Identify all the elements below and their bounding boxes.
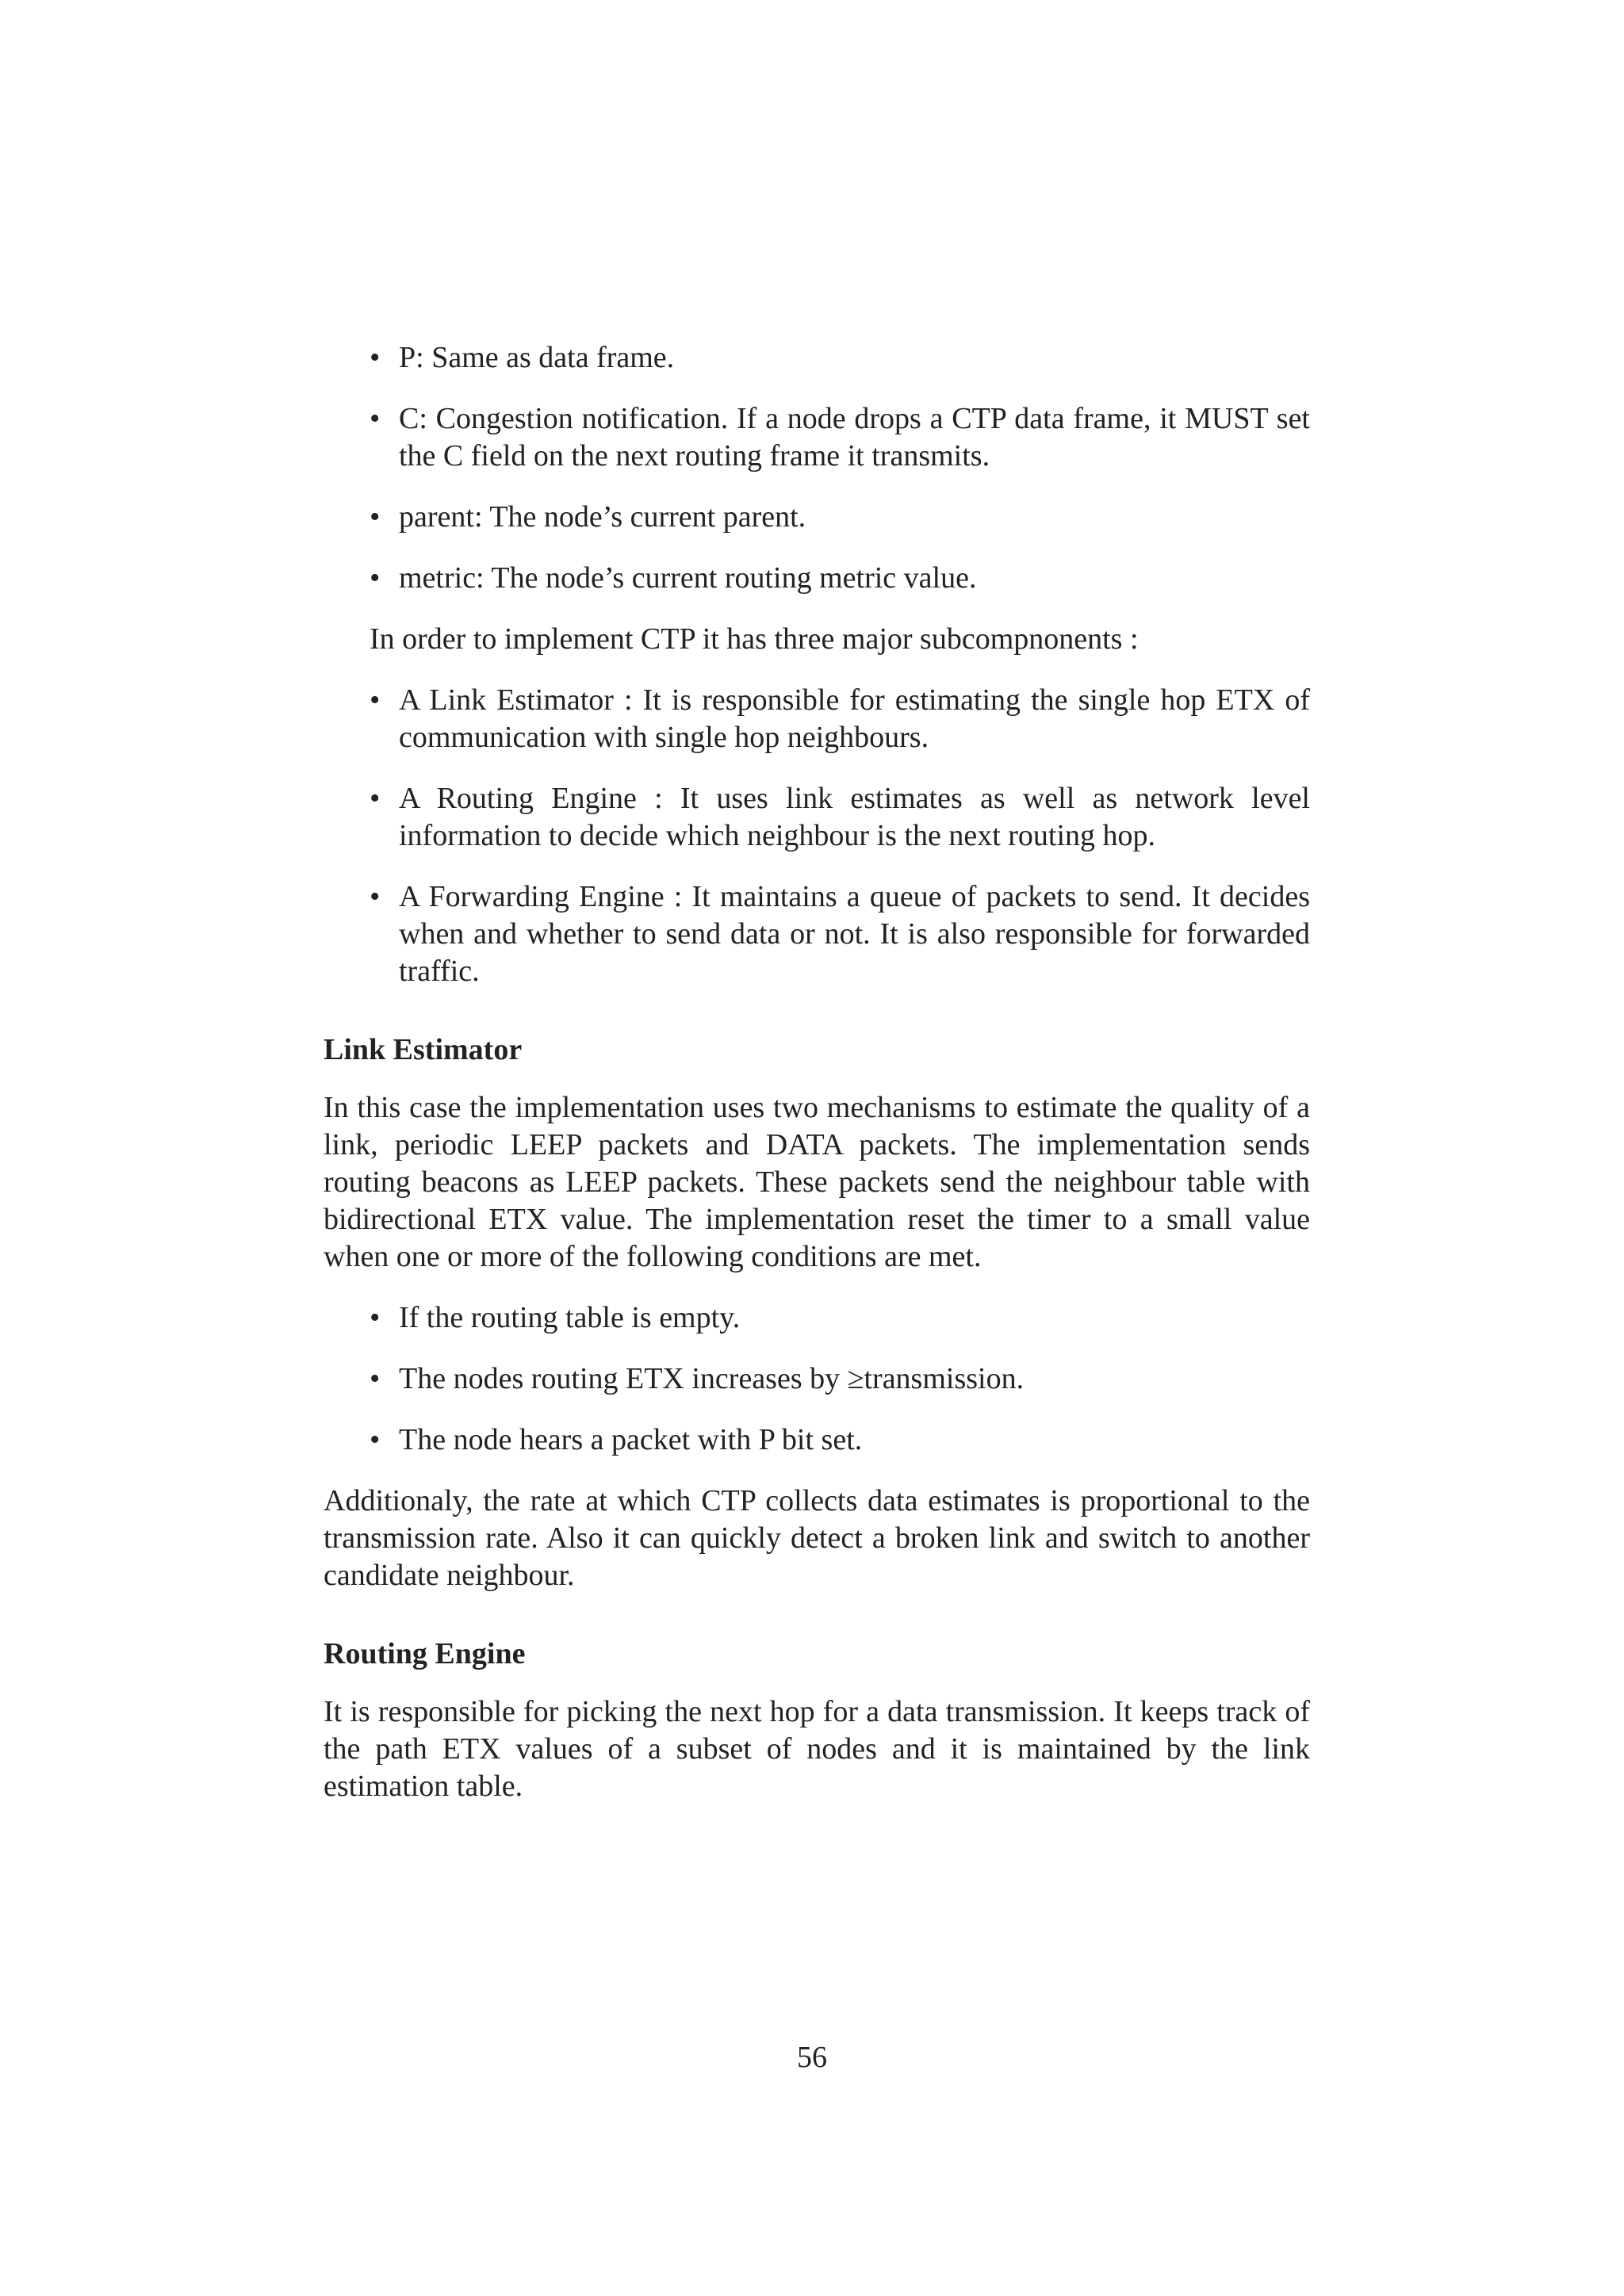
list-item [324,878,1310,990]
bullet: • [370,880,381,913]
component-list [324,682,1310,990]
routing-engine-paragraph: It is responsible for picking the next hop for a data transmission. It keeps track of the path ETX values of a subset of nodes and it is maintained by the link estimation table. [324,1695,1310,1803]
bullet: • [370,500,381,534]
list-item-text: parent: The node’s current parent. [399,500,806,534]
list-item [324,339,1310,377]
bullet: • [370,1423,381,1456]
list-item-text: C: Congestion notification. If a node drops a CTP data frame, it MUST set the C field on the next routing frame it transmits. [399,402,1310,473]
list-item [324,499,1310,536]
intro-paragraph: In order to implement CTP it has three major subcompnonents : [370,622,1139,656]
section-heading-routing-engine: Routing Engine [324,1637,526,1670]
condition-list [324,1299,1310,1459]
list-item [324,1299,1310,1337]
page-content [324,339,1310,1829]
bullet: • [370,1301,381,1334]
bullet: • [370,341,381,374]
bullet: • [370,683,381,717]
section-heading-link-estimator: Link Estimator [324,1033,523,1066]
bullet: • [370,561,381,595]
list-item-text: The nodes routing ETX increases by ≥transmission. [399,1362,1025,1395]
list-item [324,780,1310,855]
list-item [324,560,1310,597]
list-item [324,1422,1310,1459]
list-item-text: metric: The node’s current routing metric value. [399,561,977,595]
list-item-text: P: Same as data frame. [399,341,675,374]
list-item-text: If the routing table is empty. [399,1301,741,1334]
link-estimator-paragraph: In this case the implementation uses two mechanisms to estimate the quality of a link, periodic LEEP packets and DATA packets. The implementation sends routing beacons as LEEP packets. These packets send the neighbour table with bidirectional ETX value. The implementation reset the timer to a small value when one or more of the following conditions are met. [324,1091,1310,1273]
frame-field-list [324,339,1310,597]
list-item-text: A Routing Engine : It uses link estimates as well as network level information to decide which neighbour is the next routing hop. [399,782,1310,852]
list-item-text: A Link Estimator : It is responsible for estimating the single hop ETX of communication with single hop neighbours. [399,683,1310,754]
list-item-text: A Forwarding Engine : It maintains a queue of packets to send. It decides when and whether to send data or not. It is also responsible for forwarded traffic. [399,880,1310,988]
bullet: • [370,782,381,815]
bullet: • [370,402,381,435]
list-item [324,1360,1310,1398]
link-estimator-closing-paragraph: Additionaly, the rate at which CTP collects data estimates is proportional to the transmission rate. Also it can quickly detect a broken link and switch to another candidate neighbour. [324,1484,1310,1592]
bullet: • [370,1362,381,1395]
list-item [324,400,1310,475]
page-number: 56 [797,2041,827,2074]
list-item-text: The node hears a packet with P bit set. [399,1423,863,1456]
list-item [324,682,1310,756]
